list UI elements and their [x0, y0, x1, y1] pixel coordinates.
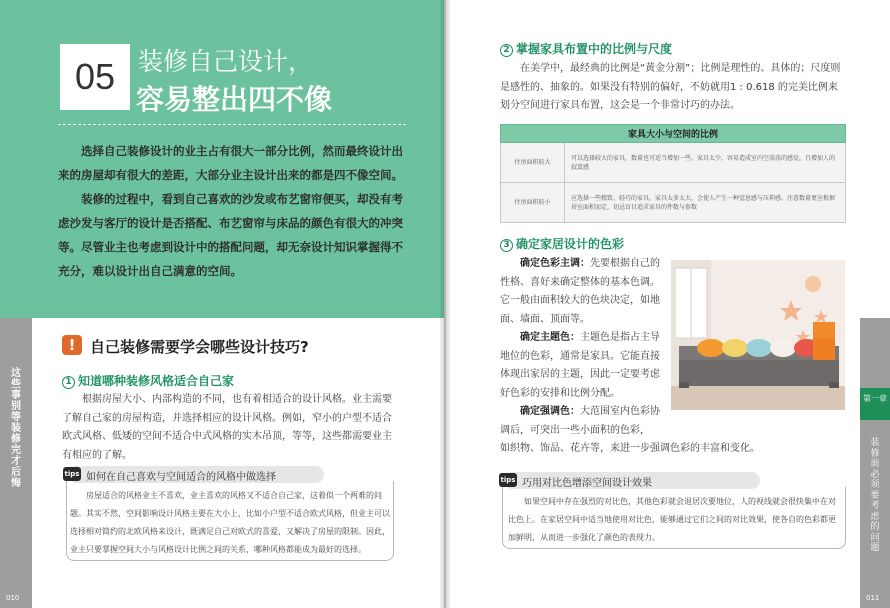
- table-row: [501, 183, 846, 223]
- accent-color-label: 确定强调色：: [520, 406, 580, 417]
- tips-body: 房屋适合的风格业主不喜欢，业主喜欢的风格又不适合自己家，这着似一个两难的问题。其实不然，空间影响设计风格主要在大小上，比如小户型不适合欧式风格，但业主可以选择相对简约的北欧风格来设计，既满足自己对欧式的喜爱，又解决了房屋的限制。因此，业主只要掌握空间大小与风格设计比例之间的关系，哪种风格都能成为最好的选择。: [70, 491, 390, 554]
- right-side-tab: [860, 318, 890, 608]
- section-2-number: 2: [500, 44, 513, 57]
- table-row-label: 住房面积较小: [501, 183, 565, 223]
- section-2-heading: [500, 40, 672, 57]
- left-side-tab-text: 这些事别等装修完才后悔: [11, 368, 21, 489]
- main-tone-text: 先要根据自己的性格、喜好来确定整体的基本色调。它一般由面积较大的色块决定，如地面、墙面、顶面等。: [500, 258, 660, 325]
- color-steps-text: [500, 255, 668, 440]
- left-side-tab: [0, 318, 32, 608]
- bedroom-photo: [671, 260, 845, 410]
- exclamation-icon: !: [62, 335, 82, 355]
- table-row-text: 可以选择较大的家具，数量也可适当增加一些，家具太少，容易造成室内空荡荡的感觉，且增加人的寂寞感: [565, 143, 846, 183]
- right-side-tab-text: 装修前必须要考虑的问题: [870, 438, 880, 553]
- chapter-badge: 第一章: [860, 388, 890, 420]
- theme-color-label: 确定主题色：: [520, 332, 580, 343]
- tips-badge: tips: [63, 467, 81, 481]
- section-3-title: 确定家居设计的色彩: [516, 237, 625, 251]
- section-3-number: 3: [500, 239, 513, 252]
- section-1-number: 1: [62, 376, 75, 389]
- main-tone-paragraph: [500, 255, 668, 329]
- main-tone-label: 确定色彩主调：: [520, 258, 590, 269]
- section-2-body: 在美学中，最经典的比例是“黄金分割”；比例是理性的、具体的；尺度则是感性的、抽象的。如果没有特别的偏好，不妨就用1 : 0.618 的完美比例来划分空间进行家具布置，这会是一个非常讨巧的办法。: [500, 63, 841, 111]
- right-page-number: 011: [866, 594, 880, 602]
- question-heading: 自己装修需要学会哪些设计技巧?: [90, 338, 309, 356]
- left-page-number: 010: [6, 594, 20, 602]
- theme-color-text: 主题色是指占主导地位的色彩，通常是家具。它能直接体现出家居的主题，因此一定要考虑好色彩的安排和比例分配。: [500, 332, 660, 399]
- page-title-line1: 装修自己设计，: [138, 47, 314, 76]
- section-3-heading: [500, 235, 624, 252]
- table-row: [501, 143, 846, 183]
- tips-body: 如果空间中存在强烈的对比色，其他色彩就会退居次要地位，人的视线就会很快集中在对比色上。在家居空间中适当地使用对比色，能够通过它们之间的对比效果，使各自的色彩都更加鲜明，从而进一步强化了颜色的表现力。: [508, 497, 836, 542]
- left-page: [0, 0, 444, 608]
- accent-color-text: 大范围室内色彩协调后，可突出一些小面积的色彩，: [500, 406, 660, 436]
- title-divider: [58, 124, 406, 125]
- table-row-text: 应选择一些精致、轻巧的家具。家具太多太大，会使人产生一种窒息感与压抑感。注意数量更应根据居室面积而定，切忌盲目追求家具的件数与套数: [565, 183, 846, 223]
- tips-title: 巧用对比色增添空间设计效果: [522, 478, 652, 489]
- intro-paragraph-2: 装修的过程中，看到自己喜欢的沙发或布艺窗帘便买，却没有考虑沙发与客厅的设计是否搭配、布艺窗帘与床品的颜色有很大的冲突等。尽管业主也考虑到设计中的搭配问题，却无奈设计知识掌握得不充分，难以设计出自己满意的空间。: [58, 192, 403, 278]
- section-1-title: 知道哪种装修风格适合自己家: [78, 374, 235, 388]
- theme-color-paragraph: [500, 329, 668, 403]
- section-1-body: 根据房屋大小、内部构造的不同，也有着相适合的设计风格。业主需要了解自己家的房屋构造，并选择相应的设计风格。例如，窄小的户型不适合欧式风格、低矮的空间不适合中式风格的实木吊顶，等等，这些都需要业主有相应的了解。: [62, 394, 392, 461]
- section-number-box: 05: [60, 44, 130, 110]
- section-1-heading: [62, 372, 234, 389]
- intro-paragraph-1: 选择自己装修设计的业主占有很大一部分比例，然而最终设计出来的房屋却有很大的差距，大部分业主设计出来的都是四不像空间。: [58, 144, 403, 182]
- accent-color-tail: 如织物、饰品、花卉等，来进一步强调色彩的丰富和变化。: [500, 443, 760, 454]
- table-row-label: 住房面积较大: [501, 143, 565, 183]
- furniture-scale-table: [500, 124, 846, 223]
- tips-badge: tips: [499, 473, 517, 487]
- bedroom-illustration: [671, 260, 845, 410]
- table-header-row: [501, 125, 846, 143]
- section-2-title: 掌握家具布置中的比例与尺度: [516, 42, 673, 56]
- tips-title: 如何在自己喜欢与空间适合的风格中做选择: [86, 472, 276, 483]
- table-title: 家具大小与空间的比例: [501, 125, 846, 143]
- book-gutter: [440, 0, 450, 608]
- page-title-line2: 容易整出四不像: [136, 83, 333, 116]
- accent-color-paragraph: [500, 403, 668, 440]
